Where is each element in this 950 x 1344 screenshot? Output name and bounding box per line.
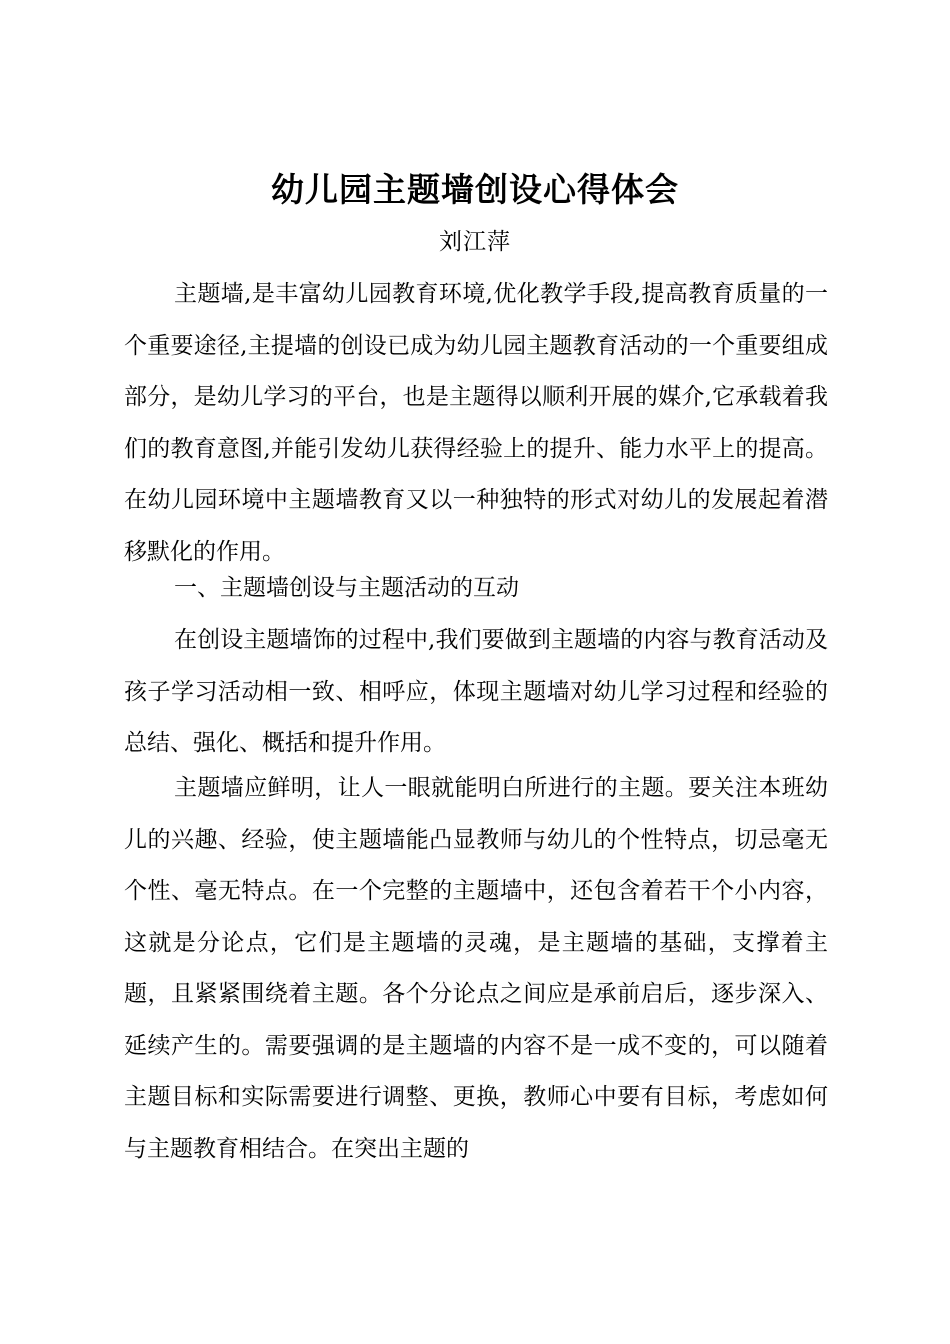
paragraph-interaction: 在创设主题墙饰的过程中,我们要做到主题墙的内容与教育活动及孩子学习活动相一致、相呼应，体现主题墙对幼儿学习过程和经验的总结、强化、概括和提升作用。 <box>124 627 828 756</box>
section-heading: 一、主题墙创设与主题活动的互动 <box>174 575 519 601</box>
paragraph-theme-wall: 主题墙应鲜明，让人一眼就能明白所进行的主题。要关注本班幼儿的兴趣、经验，使主题墙能凸显教师与幼儿的个性特点，切忌毫无个性、毫无特点。在一个完整的主题墙中，还包含着若干个小内容，这就是分论点，它们是主题墙的灵魂，是主题墙的基础，支撑着主题，且紧紧围绕着主题。各个分论点之间应是承前启后，逐步深入、延续产生的。需要强调的是主题墙的内容不是一成不变的，可以随着主题目标和实际需要进行调整、更换，教师心中要有目标，考虑如何与主题教育相结合。在突出主题的 <box>124 775 828 1162</box>
document-title: 幼儿园主题墙创设心得体会 <box>271 170 679 209</box>
paragraph-intro: 主题墙,是丰富幼儿园教育环境,优化教学手段,提高教育质量的一个重要途径,主提墙的创设已成为幼儿园主题教育活动的一个重要组成部分，是幼儿学习的平台，也是主题得以顺利开展的媒介,它承载着我们的教育意图,并能引发幼儿获得经验上的提升、能力水平上的提高。在幼儿园环境中主题墙教育又以一种独特的形式对幼儿的发展起着潜移默化的作用。 <box>124 281 828 565</box>
document-author: 刘江萍 <box>439 229 511 255</box>
